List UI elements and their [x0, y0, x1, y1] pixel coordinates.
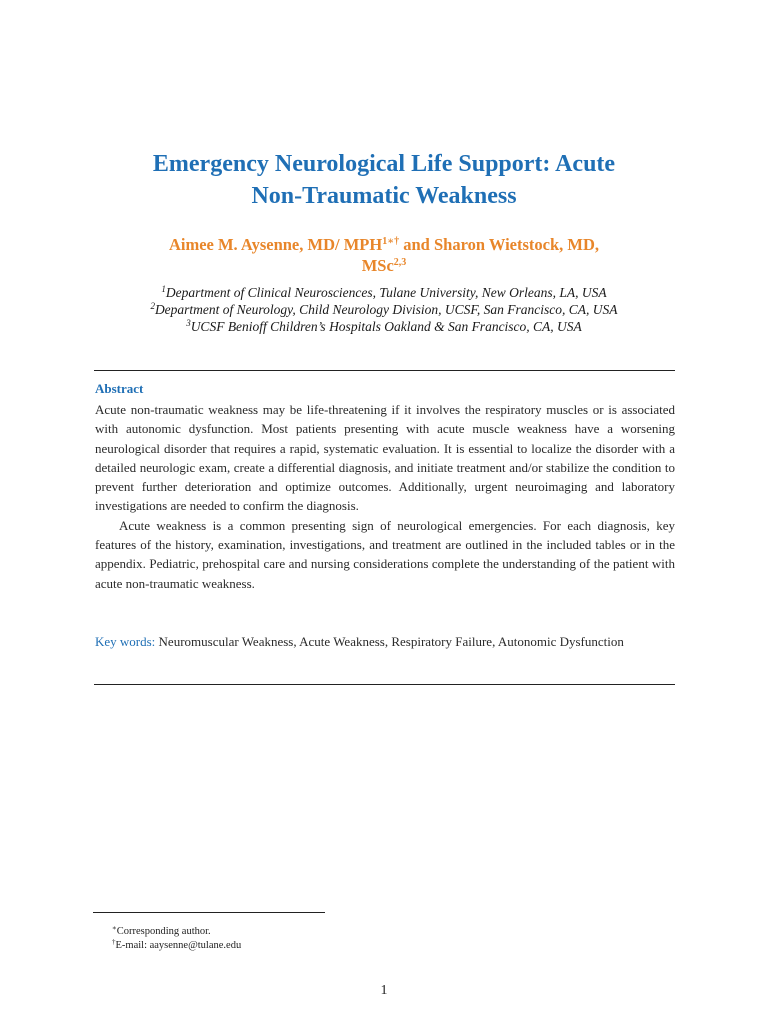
author-conjunction: and [399, 235, 434, 254]
footnote-email [112, 939, 241, 953]
keywords-section [95, 632, 675, 652]
paper-title [60, 148, 708, 212]
abstract-bottom-rule [94, 684, 675, 685]
footnote-corresponding [112, 925, 241, 939]
title-line-1: Emergency Neurological Life Support: Acute [152, 151, 616, 177]
affiliation-text: Department of Clinical Neurosciences, Tulane University, New Orleans, LA, USA [165, 285, 607, 300]
affiliation-item [60, 318, 708, 335]
abstract-heading: Abstract [95, 381, 144, 396]
page-number: 1 [380, 983, 388, 998]
author-list [90, 234, 678, 276]
footnote-marker: ∗ [112, 924, 117, 932]
footnote-rule [93, 912, 325, 913]
author-2-degree: MSc [361, 256, 394, 275]
footnote-marker: † [112, 938, 116, 946]
abstract-paragraph-1: Acute non-traumatic weakness may be life-threatening if it involves the respiratory muscles or is associated with autonomic dysfunction. Most patients presenting with acute muscle weakness have a worsening neurological disorder that requires a rapid, systematic evaluation. It is essential to localize the disorder with a detailed neurologic exam, create a differential diagnosis, and initiate treatment and/or stabilize the condition to prevent further deterioration and optimize outcomes. Additionally, urgent neuroimaging and laboratory investigations are needed to confirm the diagnosis. [95, 402, 675, 514]
footnotes [112, 925, 241, 953]
abstract-body [95, 400, 675, 593]
affiliation-text: Department of Neurology, Child Neurology Division, UCSF, San Francisco, CA, USA [154, 302, 618, 317]
footnote-text: Corresponding author. [116, 926, 211, 937]
author-1-affiliation-marks: 1∗† [382, 236, 400, 247]
affiliation-text: UCSF Benioff Children’s Hospitals Oakland & San Francisco, CA, USA [190, 319, 582, 334]
author-1-name: Aimee M. Aysenne, MD/ MPH [168, 235, 383, 254]
abstract-paragraph-2: Acute weakness is a common presenting sign of neurological emergencies. For each diagnosis, key features of the history, examination, investigations, and treatment are outlined in the included tables or in the appendix. Pediatric, prehospital care and nursing considerations complete the understanding of the patient with acute non-traumatic weakness. [95, 517, 675, 591]
author-2-name: Sharon Wietstock, MD, [433, 235, 600, 254]
title-line-2: Non-Traumatic Weakness [251, 183, 517, 209]
abstract-top-rule [94, 370, 675, 371]
author-2-affiliation-marks: 2,3 [393, 257, 407, 268]
keywords-label: Key words: [95, 634, 156, 649]
affiliation-marker: 1 [161, 284, 166, 294]
keywords-text: Neuromuscular Weakness, Acute Weakness, Respiratory Failure, Autonomic Dysfunction [158, 634, 624, 649]
affiliation-list [60, 284, 708, 335]
footnote-text: E-mail: aaysenne@tulane.edu [115, 940, 242, 951]
affiliation-item [60, 284, 708, 301]
affiliation-marker: 2 [150, 301, 155, 311]
affiliation-marker: 3 [186, 318, 191, 328]
affiliation-item [60, 301, 708, 318]
